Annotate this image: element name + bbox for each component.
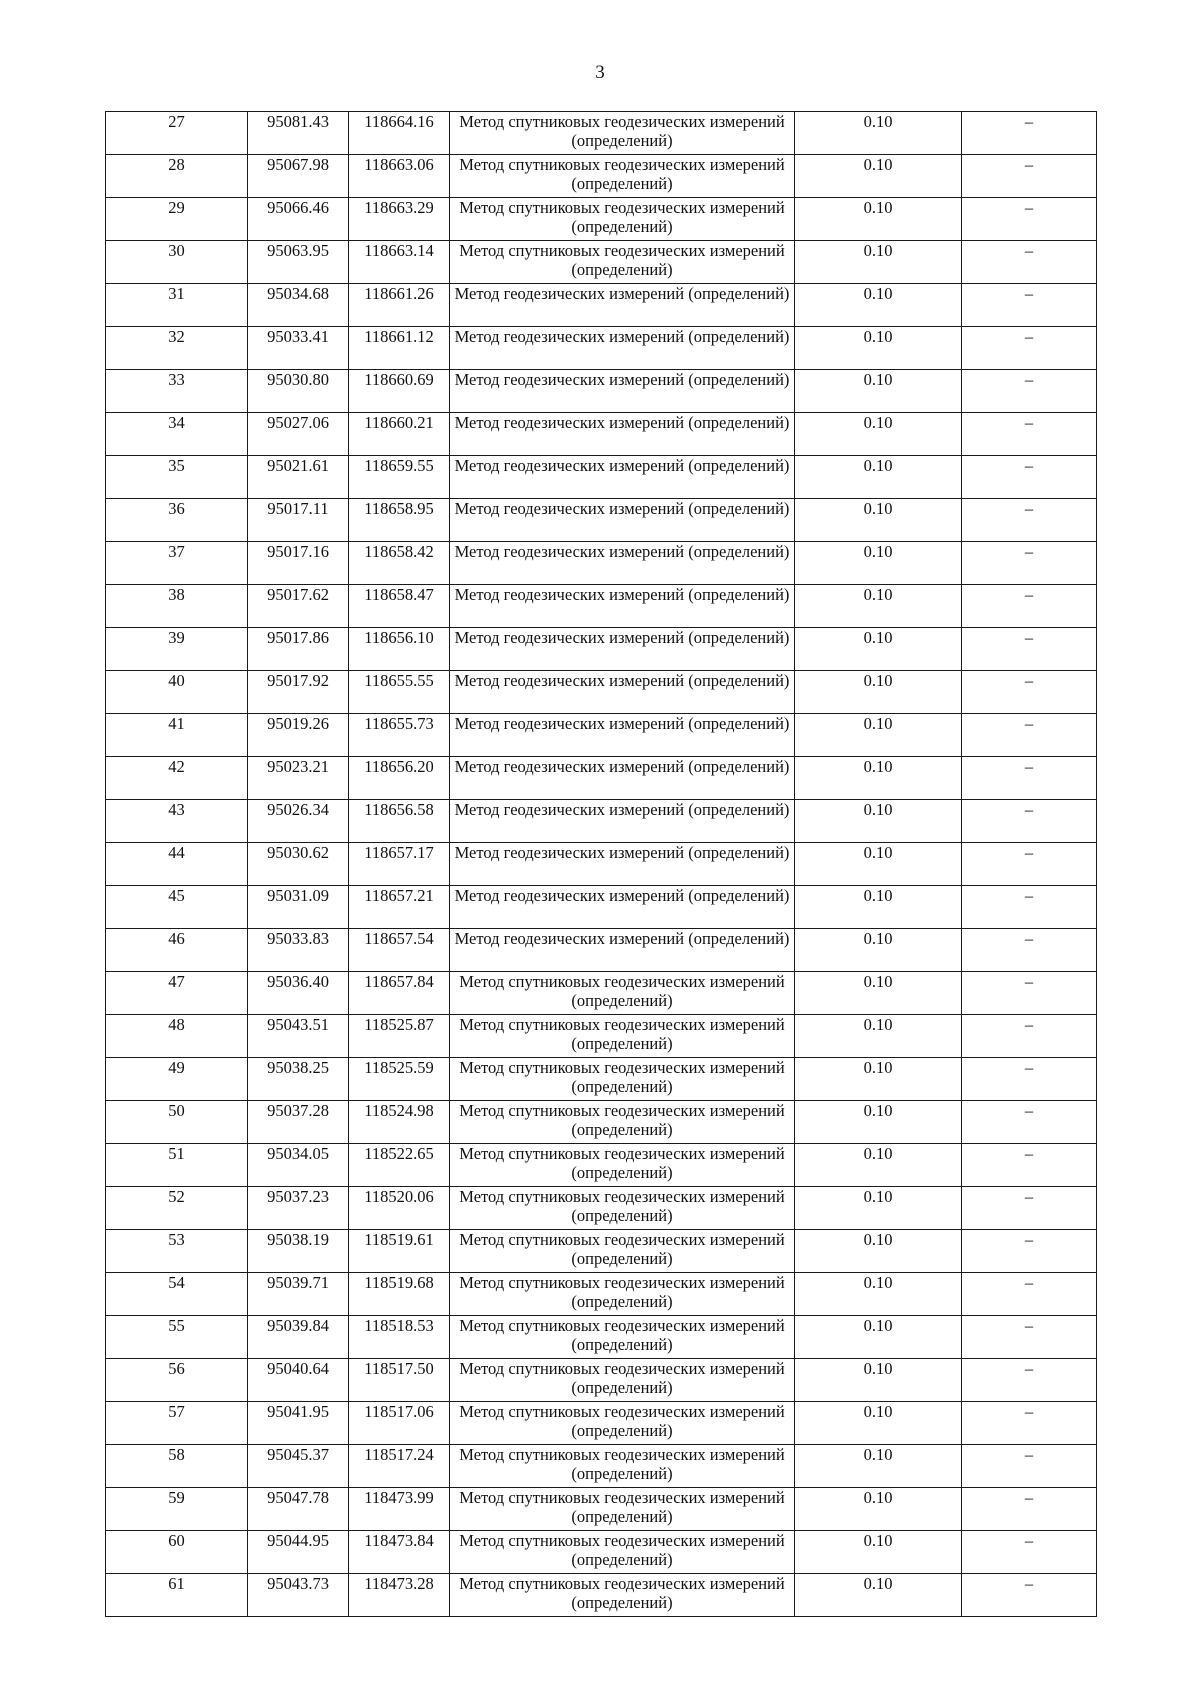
- note-cell: –: [962, 929, 1097, 972]
- x-coordinate-cell: 95041.95: [248, 1402, 349, 1445]
- accuracy-cell: 0.10: [795, 800, 962, 843]
- method-cell: Метод спутниковых геодезических измерений (определений): [450, 198, 795, 241]
- note-cell: –: [962, 972, 1097, 1015]
- y-coordinate-cell: 118658.47: [349, 585, 450, 628]
- point-number-cell: 27: [106, 112, 248, 155]
- y-coordinate-cell: 118520.06: [349, 1187, 450, 1230]
- note-cell: –: [962, 714, 1097, 757]
- accuracy-cell: 0.10: [795, 1144, 962, 1187]
- table-row: [106, 112, 1097, 155]
- y-coordinate-cell: 118519.68: [349, 1273, 450, 1316]
- accuracy-cell: 0.10: [795, 1402, 962, 1445]
- x-coordinate-cell: 95017.16: [248, 542, 349, 585]
- table-row: [106, 499, 1097, 542]
- accuracy-cell: 0.10: [795, 628, 962, 671]
- method-cell: Метод геодезических измерений (определений): [450, 370, 795, 413]
- x-coordinate-cell: 95033.41: [248, 327, 349, 370]
- y-coordinate-cell: 118657.21: [349, 886, 450, 929]
- note-cell: –: [962, 1402, 1097, 1445]
- method-cell: Метод спутниковых геодезических измерений (определений): [450, 241, 795, 284]
- point-number-cell: 38: [106, 585, 248, 628]
- note-cell: –: [962, 1230, 1097, 1273]
- table-row: [106, 198, 1097, 241]
- point-number-cell: 32: [106, 327, 248, 370]
- x-coordinate-cell: 95037.28: [248, 1101, 349, 1144]
- accuracy-cell: 0.10: [795, 499, 962, 542]
- y-coordinate-cell: 118656.20: [349, 757, 450, 800]
- point-number-cell: 31: [106, 284, 248, 327]
- x-coordinate-cell: 95021.61: [248, 456, 349, 499]
- note-cell: –: [962, 585, 1097, 628]
- table-row: [106, 155, 1097, 198]
- method-cell: Метод геодезических измерений (определений): [450, 843, 795, 886]
- y-coordinate-cell: 118518.53: [349, 1316, 450, 1359]
- y-coordinate-cell: 118660.21: [349, 413, 450, 456]
- x-coordinate-cell: 95030.80: [248, 370, 349, 413]
- point-number-cell: 50: [106, 1101, 248, 1144]
- x-coordinate-cell: 95067.98: [248, 155, 349, 198]
- note-cell: –: [962, 327, 1097, 370]
- table-row: [106, 1230, 1097, 1273]
- point-number-cell: 37: [106, 542, 248, 585]
- note-cell: –: [962, 456, 1097, 499]
- table-row: [106, 800, 1097, 843]
- point-number-cell: 55: [106, 1316, 248, 1359]
- table-row: [106, 585, 1097, 628]
- page-number: 3: [595, 62, 605, 83]
- point-number-cell: 49: [106, 1058, 248, 1101]
- x-coordinate-cell: 95081.43: [248, 112, 349, 155]
- y-coordinate-cell: 118656.58: [349, 800, 450, 843]
- x-coordinate-cell: 95063.95: [248, 241, 349, 284]
- accuracy-cell: 0.10: [795, 1273, 962, 1316]
- table-row: [106, 1273, 1097, 1316]
- point-number-cell: 57: [106, 1402, 248, 1445]
- table-row: [106, 1144, 1097, 1187]
- x-coordinate-cell: 95040.64: [248, 1359, 349, 1402]
- x-coordinate-cell: 95043.51: [248, 1015, 349, 1058]
- table-row: [106, 370, 1097, 413]
- accuracy-cell: 0.10: [795, 1230, 962, 1273]
- note-cell: –: [962, 370, 1097, 413]
- accuracy-cell: 0.10: [795, 886, 962, 929]
- method-cell: Метод геодезических измерений (определений): [450, 886, 795, 929]
- note-cell: –: [962, 155, 1097, 198]
- table-row: [106, 413, 1097, 456]
- table-row: [106, 1488, 1097, 1531]
- method-cell: Метод спутниковых геодезических измерений (определений): [450, 1144, 795, 1187]
- accuracy-cell: 0.10: [795, 972, 962, 1015]
- note-cell: –: [962, 757, 1097, 800]
- method-cell: Метод спутниковых геодезических измерений (определений): [450, 972, 795, 1015]
- point-number-cell: 45: [106, 886, 248, 929]
- x-coordinate-cell: 95037.23: [248, 1187, 349, 1230]
- x-coordinate-cell: 95034.05: [248, 1144, 349, 1187]
- method-cell: Метод геодезических измерений (определений): [450, 671, 795, 714]
- note-cell: –: [962, 198, 1097, 241]
- table-row: [106, 1574, 1097, 1617]
- point-number-cell: 59: [106, 1488, 248, 1531]
- y-coordinate-cell: 118664.16: [349, 112, 450, 155]
- point-number-cell: 34: [106, 413, 248, 456]
- point-number-cell: 48: [106, 1015, 248, 1058]
- point-number-cell: 54: [106, 1273, 248, 1316]
- note-cell: –: [962, 499, 1097, 542]
- method-cell: Метод геодезических измерений (определений): [450, 714, 795, 757]
- y-coordinate-cell: 118660.69: [349, 370, 450, 413]
- accuracy-cell: 0.10: [795, 585, 962, 628]
- method-cell: Метод геодезических измерений (определений): [450, 499, 795, 542]
- accuracy-cell: 0.10: [795, 757, 962, 800]
- accuracy-cell: 0.10: [795, 241, 962, 284]
- point-number-cell: 61: [106, 1574, 248, 1617]
- method-cell: Метод геодезических измерений (определений): [450, 456, 795, 499]
- accuracy-cell: 0.10: [795, 413, 962, 456]
- point-number-cell: 46: [106, 929, 248, 972]
- accuracy-cell: 0.10: [795, 1531, 962, 1574]
- table-row: [106, 1101, 1097, 1144]
- y-coordinate-cell: 118655.55: [349, 671, 450, 714]
- method-cell: Метод геодезических измерений (определений): [450, 413, 795, 456]
- method-cell: Метод геодезических измерений (определений): [450, 327, 795, 370]
- note-cell: –: [962, 1574, 1097, 1617]
- table-row: [106, 1058, 1097, 1101]
- method-cell: Метод геодезических измерений (определений): [450, 929, 795, 972]
- note-cell: –: [962, 671, 1097, 714]
- y-coordinate-cell: 118517.24: [349, 1445, 450, 1488]
- y-coordinate-cell: 118473.28: [349, 1574, 450, 1617]
- table-row: [106, 1402, 1097, 1445]
- method-cell: Метод спутниковых геодезических измерений (определений): [450, 1359, 795, 1402]
- y-coordinate-cell: 118657.84: [349, 972, 450, 1015]
- method-cell: Метод геодезических измерений (определений): [450, 800, 795, 843]
- point-number-cell: 36: [106, 499, 248, 542]
- x-coordinate-cell: 95026.34: [248, 800, 349, 843]
- y-coordinate-cell: 118656.10: [349, 628, 450, 671]
- point-number-cell: 30: [106, 241, 248, 284]
- y-coordinate-cell: 118473.99: [349, 1488, 450, 1531]
- point-number-cell: 44: [106, 843, 248, 886]
- note-cell: –: [962, 1359, 1097, 1402]
- note-cell: –: [962, 1488, 1097, 1531]
- method-cell: Метод геодезических измерений (определений): [450, 284, 795, 327]
- note-cell: –: [962, 284, 1097, 327]
- note-cell: –: [962, 413, 1097, 456]
- table-row: [106, 671, 1097, 714]
- x-coordinate-cell: 95036.40: [248, 972, 349, 1015]
- point-number-cell: 43: [106, 800, 248, 843]
- point-number-cell: 52: [106, 1187, 248, 1230]
- table-row: [106, 929, 1097, 972]
- accuracy-cell: 0.10: [795, 542, 962, 585]
- table-row: [106, 1316, 1097, 1359]
- method-cell: Метод спутниковых геодезических измерений (определений): [450, 1316, 795, 1359]
- y-coordinate-cell: 118657.54: [349, 929, 450, 972]
- note-cell: –: [962, 1058, 1097, 1101]
- note-cell: –: [962, 1015, 1097, 1058]
- accuracy-cell: 0.10: [795, 1015, 962, 1058]
- table-row: [106, 757, 1097, 800]
- note-cell: –: [962, 1101, 1097, 1144]
- x-coordinate-cell: 95017.11: [248, 499, 349, 542]
- accuracy-cell: 0.10: [795, 1058, 962, 1101]
- note-cell: –: [962, 1144, 1097, 1187]
- y-coordinate-cell: 118517.50: [349, 1359, 450, 1402]
- table-body: [106, 112, 1097, 1617]
- accuracy-cell: 0.10: [795, 155, 962, 198]
- method-cell: Метод спутниковых геодезических измерений (определений): [450, 155, 795, 198]
- point-number-cell: 41: [106, 714, 248, 757]
- table-row: [106, 284, 1097, 327]
- point-number-cell: 60: [106, 1531, 248, 1574]
- accuracy-cell: 0.10: [795, 1445, 962, 1488]
- point-number-cell: 42: [106, 757, 248, 800]
- accuracy-cell: 0.10: [795, 1187, 962, 1230]
- accuracy-cell: 0.10: [795, 112, 962, 155]
- y-coordinate-cell: 118522.65: [349, 1144, 450, 1187]
- method-cell: Метод геодезических измерений (определений): [450, 757, 795, 800]
- method-cell: Метод спутниковых геодезических измерений (определений): [450, 1488, 795, 1531]
- note-cell: –: [962, 1187, 1097, 1230]
- x-coordinate-cell: 95066.46: [248, 198, 349, 241]
- y-coordinate-cell: 118658.42: [349, 542, 450, 585]
- method-cell: Метод спутниковых геодезических измерений (определений): [450, 1402, 795, 1445]
- method-cell: Метод спутниковых геодезических измерений (определений): [450, 1445, 795, 1488]
- table-row: [106, 1359, 1097, 1402]
- x-coordinate-cell: 95039.84: [248, 1316, 349, 1359]
- point-number-cell: 47: [106, 972, 248, 1015]
- table-row: [106, 1531, 1097, 1574]
- table-row: [106, 456, 1097, 499]
- accuracy-cell: 0.10: [795, 843, 962, 886]
- y-coordinate-cell: 118659.55: [349, 456, 450, 499]
- method-cell: Метод спутниковых геодезических измерений (определений): [450, 1230, 795, 1273]
- y-coordinate-cell: 118663.14: [349, 241, 450, 284]
- method-cell: Метод спутниковых геодезических измерений (определений): [450, 1273, 795, 1316]
- point-number-cell: 33: [106, 370, 248, 413]
- x-coordinate-cell: 95034.68: [248, 284, 349, 327]
- point-number-cell: 40: [106, 671, 248, 714]
- method-cell: Метод спутниковых геодезических измерений (определений): [450, 1574, 795, 1617]
- point-number-cell: 58: [106, 1445, 248, 1488]
- note-cell: –: [962, 886, 1097, 929]
- method-cell: Метод спутниковых геодезических измерений (определений): [450, 1058, 795, 1101]
- method-cell: Метод спутниковых геодезических измерений (определений): [450, 1531, 795, 1574]
- method-cell: Метод геодезических измерений (определений): [450, 628, 795, 671]
- method-cell: Метод геодезических измерений (определений): [450, 585, 795, 628]
- y-coordinate-cell: 118661.12: [349, 327, 450, 370]
- note-cell: –: [962, 843, 1097, 886]
- x-coordinate-cell: 95017.86: [248, 628, 349, 671]
- x-coordinate-cell: 95019.26: [248, 714, 349, 757]
- y-coordinate-cell: 118655.73: [349, 714, 450, 757]
- note-cell: –: [962, 628, 1097, 671]
- point-number-cell: 39: [106, 628, 248, 671]
- accuracy-cell: 0.10: [795, 198, 962, 241]
- note-cell: –: [962, 1445, 1097, 1488]
- x-coordinate-cell: 95044.95: [248, 1531, 349, 1574]
- x-coordinate-cell: 95045.37: [248, 1445, 349, 1488]
- accuracy-cell: 0.10: [795, 284, 962, 327]
- point-number-cell: 56: [106, 1359, 248, 1402]
- accuracy-cell: 0.10: [795, 456, 962, 499]
- accuracy-cell: 0.10: [795, 370, 962, 413]
- point-number-cell: 53: [106, 1230, 248, 1273]
- note-cell: –: [962, 1273, 1097, 1316]
- note-cell: –: [962, 800, 1097, 843]
- y-coordinate-cell: 118658.95: [349, 499, 450, 542]
- table-row: [106, 1445, 1097, 1488]
- accuracy-cell: 0.10: [795, 1316, 962, 1359]
- y-coordinate-cell: 118663.29: [349, 198, 450, 241]
- table-row: [106, 714, 1097, 757]
- y-coordinate-cell: 118517.06: [349, 1402, 450, 1445]
- accuracy-cell: 0.10: [795, 327, 962, 370]
- accuracy-cell: 0.10: [795, 671, 962, 714]
- x-coordinate-cell: 95038.19: [248, 1230, 349, 1273]
- note-cell: –: [962, 542, 1097, 585]
- y-coordinate-cell: 118524.98: [349, 1101, 450, 1144]
- accuracy-cell: 0.10: [795, 1488, 962, 1531]
- method-cell: Метод спутниковых геодезических измерений (определений): [450, 1187, 795, 1230]
- y-coordinate-cell: 118663.06: [349, 155, 450, 198]
- method-cell: Метод спутниковых геодезических измерений (определений): [450, 1015, 795, 1058]
- y-coordinate-cell: 118525.59: [349, 1058, 450, 1101]
- table-row: [106, 241, 1097, 284]
- note-cell: –: [962, 1531, 1097, 1574]
- y-coordinate-cell: 118661.26: [349, 284, 450, 327]
- table-row: [106, 972, 1097, 1015]
- note-cell: –: [962, 241, 1097, 284]
- table-row: [106, 628, 1097, 671]
- accuracy-cell: 0.10: [795, 1359, 962, 1402]
- y-coordinate-cell: 118657.17: [349, 843, 450, 886]
- y-coordinate-cell: 118525.87: [349, 1015, 450, 1058]
- x-coordinate-cell: 95031.09: [248, 886, 349, 929]
- note-cell: –: [962, 112, 1097, 155]
- method-cell: Метод спутниковых геодезических измерений (определений): [450, 1101, 795, 1144]
- table-row: [106, 1187, 1097, 1230]
- table-row: [106, 327, 1097, 370]
- accuracy-cell: 0.10: [795, 929, 962, 972]
- x-coordinate-cell: 95017.92: [248, 671, 349, 714]
- y-coordinate-cell: 118473.84: [349, 1531, 450, 1574]
- table-row: [106, 843, 1097, 886]
- point-number-cell: 35: [106, 456, 248, 499]
- accuracy-cell: 0.10: [795, 1101, 962, 1144]
- note-cell: –: [962, 1316, 1097, 1359]
- x-coordinate-cell: 95047.78: [248, 1488, 349, 1531]
- x-coordinate-cell: 95039.71: [248, 1273, 349, 1316]
- x-coordinate-cell: 95038.25: [248, 1058, 349, 1101]
- x-coordinate-cell: 95027.06: [248, 413, 349, 456]
- x-coordinate-cell: 95043.73: [248, 1574, 349, 1617]
- coordinates-table: [105, 111, 1097, 1617]
- x-coordinate-cell: 95017.62: [248, 585, 349, 628]
- point-number-cell: 51: [106, 1144, 248, 1187]
- accuracy-cell: 0.10: [795, 1574, 962, 1617]
- point-number-cell: 29: [106, 198, 248, 241]
- accuracy-cell: 0.10: [795, 714, 962, 757]
- table-row: [106, 1015, 1097, 1058]
- x-coordinate-cell: 95030.62: [248, 843, 349, 886]
- table-row: [106, 542, 1097, 585]
- x-coordinate-cell: 95033.83: [248, 929, 349, 972]
- method-cell: Метод спутниковых геодезических измерений (определений): [450, 112, 795, 155]
- point-number-cell: 28: [106, 155, 248, 198]
- method-cell: Метод геодезических измерений (определений): [450, 542, 795, 585]
- x-coordinate-cell: 95023.21: [248, 757, 349, 800]
- y-coordinate-cell: 118519.61: [349, 1230, 450, 1273]
- table-row: [106, 886, 1097, 929]
